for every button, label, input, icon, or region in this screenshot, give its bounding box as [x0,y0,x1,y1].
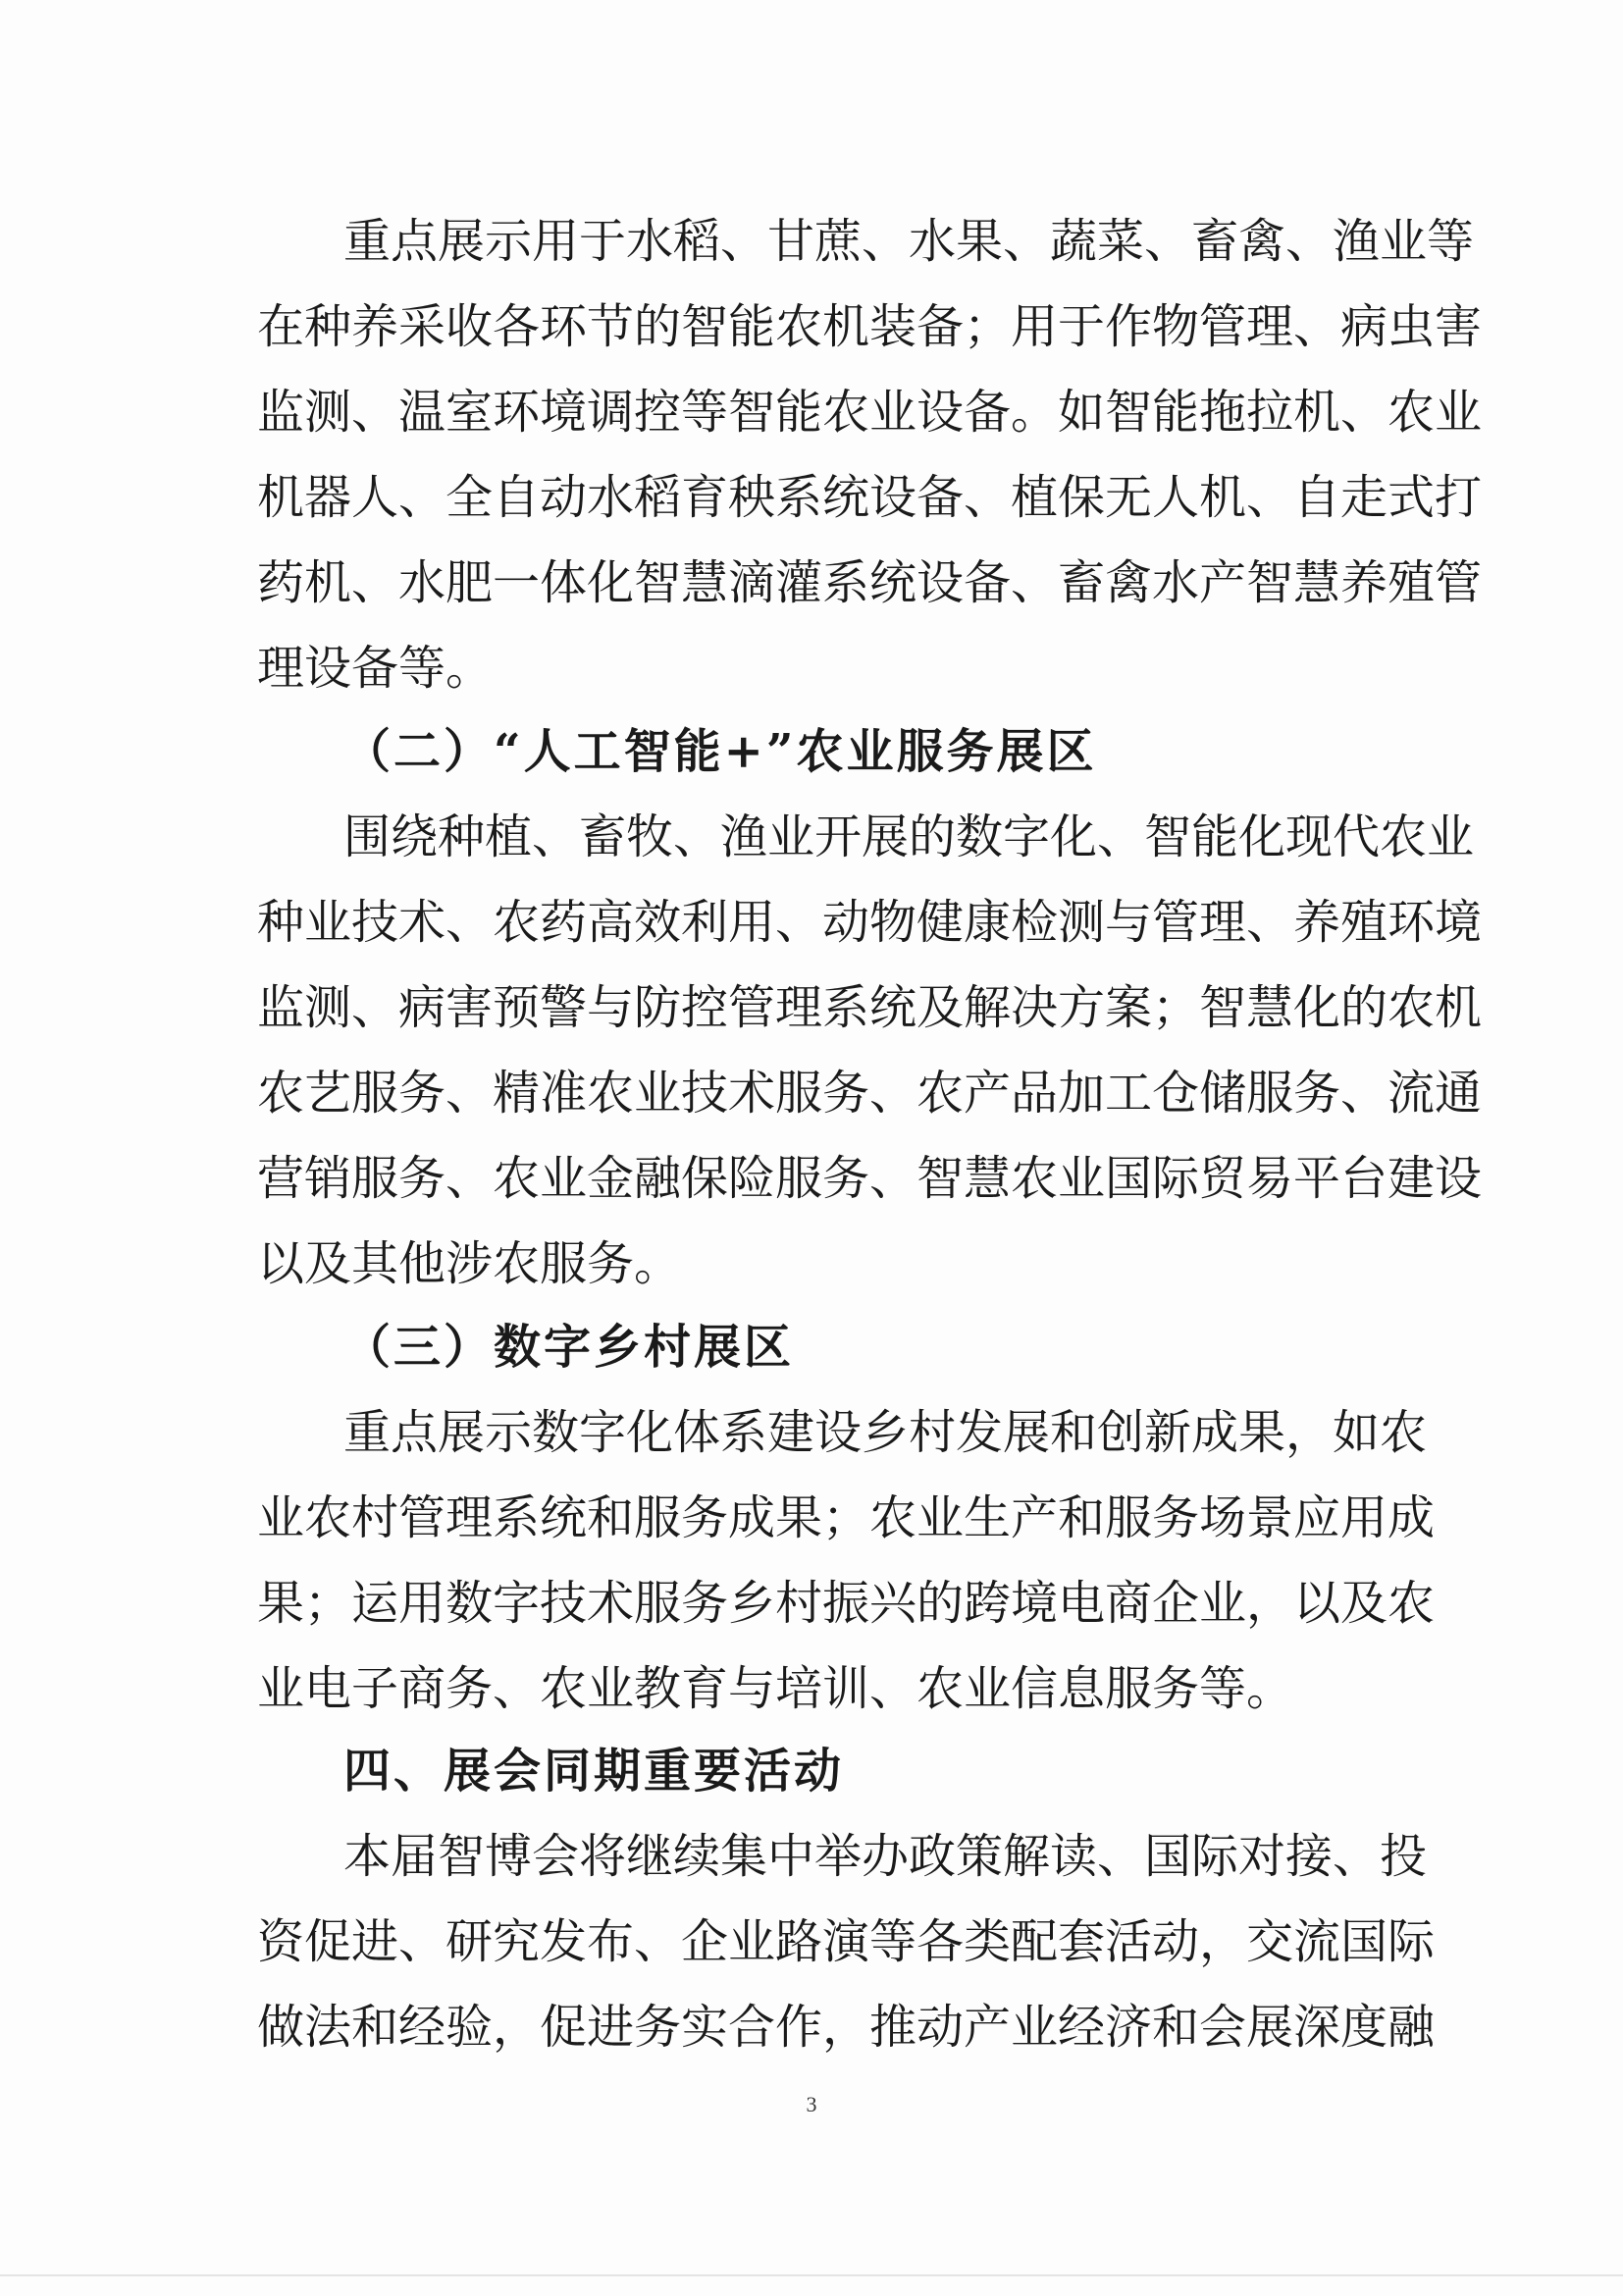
section-heading: （二）“人工智能+”农业服务展区 [343,724,1097,779]
paragraph-line: 监测、温室环境调控等智能农业设备。如智能拖拉机、农业 [257,385,1483,440]
paragraph-line: 果；运用数字技术服务乡村振兴的跨境电商企业，以及农 [257,1576,1436,1631]
section-heading: （三）数字乡村展区 [343,1320,795,1375]
paragraph-line: 以及其他涉农服务。 [257,1236,682,1291]
paragraph-line: 重点展示数字化体系建设乡村发展和创新成果，如农 [343,1405,1428,1460]
page-edge-divider [0,2274,1623,2276]
paragraph-line: 本届智博会将继续集中举办政策解读、国际对接、投 [343,1829,1428,1884]
paragraph-line: 业电子商务、农业教育与培训、农业信息服务等。 [257,1661,1294,1716]
paragraph-line: 资促进、研究发布、企业路演等各类配套活动，交流国际 [257,1914,1436,1969]
paragraph-line: 围绕种植、畜牧、渔业开展的数字化、智能化现代农业 [343,809,1475,864]
page-number: 3 [806,2092,817,2116]
paragraph-line: 药机、水肥一体化智慧滴灌系统设备、畜禽水产智慧养殖管 [257,555,1483,610]
paragraph-line: 做法和经验，促进务实合作，推动产业经济和会展深度融 [257,2000,1436,2055]
paragraph-line: 业农村管理系统和服务成果；农业生产和服务场景应用成 [257,1490,1436,1545]
section-heading: 四、展会同期重要活动 [343,1744,845,1799]
paragraph-line: 种业技术、农药高效利用、动物健康检测与管理、养殖环境 [257,895,1483,950]
paragraph-line: 监测、病害预警与防控管理系统及解决方案；智慧化的农机 [257,980,1483,1035]
paragraph-line: 农艺服务、精准农业技术服务、农产品加工仓储服务、流通 [257,1066,1483,1121]
paragraph-line: 理设备等。 [257,641,494,696]
paragraph-line: 重点展示用于水稻、甘蔗、水果、蔬菜、畜禽、渔业等 [343,214,1475,269]
paragraph-line: 营销服务、农业金融保险服务、智慧农业国际贸易平台建设 [257,1151,1483,1206]
paragraph-line: 机器人、全自动水稻育秧系统设备、植保无人机、自走式打 [257,470,1483,525]
paragraph-line: 在种养采收各环节的智能农机装备；用于作物管理、病虫害 [257,299,1483,354]
